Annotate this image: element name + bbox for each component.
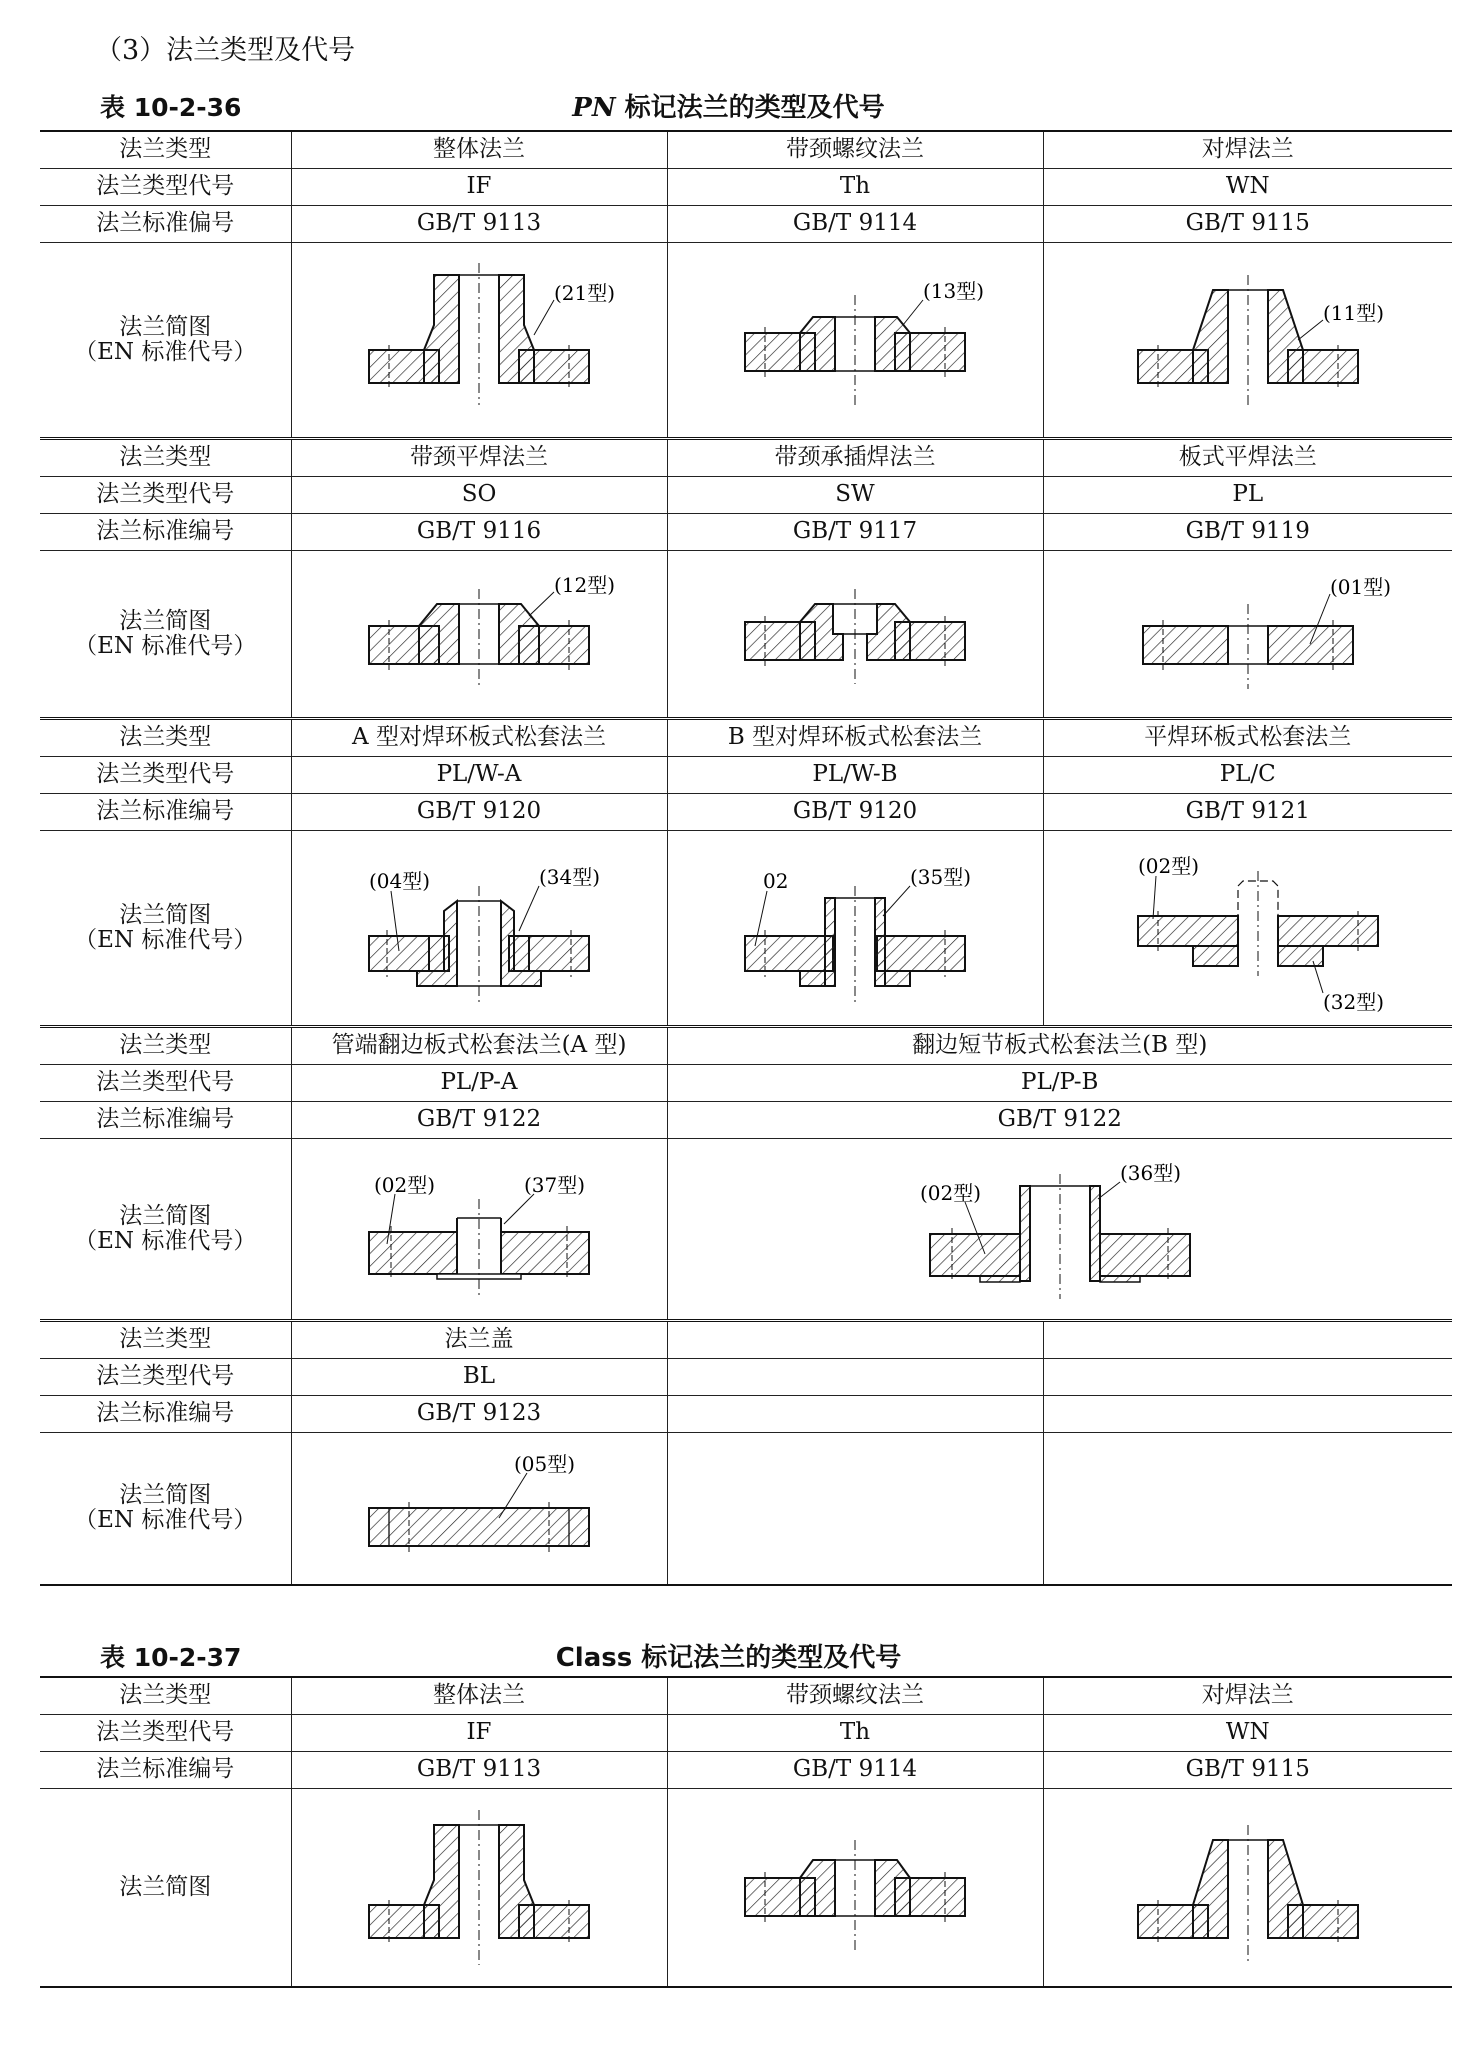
table-row (40, 131, 1452, 169)
code-cell: PL/P-B (667, 1065, 1452, 1102)
type-cell: 管端翻边板式松套法兰(A 型) (291, 1027, 667, 1065)
flange-drawing-threaded (705, 1800, 1005, 1975)
fig-cell (291, 1433, 667, 1585)
label-std: 法兰标准编号 (40, 1396, 291, 1433)
table-row (40, 1359, 1452, 1396)
annotation: (35型) (910, 864, 972, 889)
code-cell: WN (1043, 1715, 1452, 1752)
label-std: 法兰标准编号 (40, 514, 291, 551)
label-type: 法兰类型 (40, 131, 291, 169)
empty-cell (667, 1396, 1043, 1433)
table-row (40, 1065, 1452, 1102)
type-cell: 板式平焊法兰 (1043, 439, 1452, 477)
table1-title-prefix: PN (572, 93, 616, 123)
code-cell: PL/C (1043, 757, 1452, 794)
fig-cell (667, 243, 1043, 439)
table1-number: 表 10-2-36 (100, 93, 242, 122)
annotation: (01型) (1329, 575, 1391, 599)
fig-cell (291, 551, 667, 719)
std-cell: GB/T 9113 (291, 1752, 667, 1789)
table-row (40, 1139, 1452, 1321)
label-type: 法兰类型 (40, 719, 291, 757)
fig-cell (291, 831, 667, 1027)
flange-drawing-stub-end-lap (910, 1154, 1210, 1304)
flange-drawing-pipe-end-lap (329, 1154, 629, 1304)
label-fig: 法兰简图 （EN 标准代号） (40, 831, 291, 1027)
label-fig: 法兰简图 （EN 标准代号） (40, 1139, 291, 1321)
type-cell: 法兰盖 (291, 1321, 667, 1359)
code-cell: PL/W-B (667, 757, 1043, 794)
label-type: 法兰类型 (40, 1677, 291, 1715)
table-row (40, 206, 1452, 243)
label-fig: 法兰简图 （EN 标准代号） (40, 243, 291, 439)
annotation: (11型) (1322, 301, 1384, 325)
type-cell: 带颈螺纹法兰 (667, 1677, 1043, 1715)
empty-cell (1043, 1359, 1452, 1396)
flange-drawing-slip-on (329, 564, 629, 704)
table-row (40, 831, 1452, 1027)
label-code: 法兰类型代号 (40, 1715, 291, 1752)
annotation: (36型) (1119, 1161, 1181, 1185)
type-cell: 带颈承插焊法兰 (667, 439, 1043, 477)
label-std: 法兰标准编号 (40, 794, 291, 831)
fig-cell (1043, 551, 1452, 719)
table1-title (0, 87, 1457, 124)
annotation: 02 (763, 868, 789, 893)
std-cell: GB/T 9119 (1043, 514, 1452, 551)
annotation: (05型) (514, 1452, 576, 1477)
fig-cell (667, 1139, 1452, 1321)
annotation: (34型) (539, 864, 601, 889)
label-std: 法兰标准偏号 (40, 206, 291, 243)
code-cell: SW (667, 477, 1043, 514)
annotation: (12型) (554, 573, 616, 597)
fig-cell (291, 243, 667, 439)
type-cell: 带颈平焊法兰 (291, 439, 667, 477)
fig-cell (667, 1789, 1043, 1987)
label-code: 法兰类型代号 (40, 169, 291, 206)
type-cell: A 型对焊环板式松套法兰 (291, 719, 667, 757)
annotation: (37型) (524, 1173, 586, 1197)
fig-cell (1043, 1789, 1452, 1987)
code-cell: IF (291, 1715, 667, 1752)
table-row (40, 243, 1452, 439)
type-cell: 平焊环板式松套法兰 (1043, 719, 1452, 757)
code-cell: BL (291, 1359, 667, 1396)
table1-title-suffix: 标记法兰的类型及代号 (615, 93, 885, 123)
fig-cell (291, 1789, 667, 1987)
flange-drawing-integral (329, 1800, 629, 1975)
label-fig: 法兰简图 （EN 标准代号） (40, 1433, 291, 1585)
label-type: 法兰类型 (40, 1321, 291, 1359)
annotation: (13型) (923, 279, 985, 303)
type-cell: 整体法兰 (291, 131, 667, 169)
annotation: (21型) (554, 281, 616, 305)
annotation: (32型) (1322, 989, 1384, 1014)
table-row (40, 477, 1452, 514)
code-cell: WN (1043, 169, 1452, 206)
flange-drawing-weld-neck (1098, 255, 1398, 425)
code-cell: PL (1043, 477, 1452, 514)
flange-drawing-weld-neck (1098, 1800, 1398, 1975)
section-heading: （3）法兰类型及代号 (95, 35, 356, 66)
table-row (40, 439, 1452, 477)
fig-cell (291, 1139, 667, 1321)
code-cell: PL/W-A (291, 757, 667, 794)
std-cell: GB/T 9116 (291, 514, 667, 551)
std-cell: GB/T 9113 (291, 206, 667, 243)
table-row (40, 1027, 1452, 1065)
table-row (40, 1752, 1452, 1789)
flange-drawing-threaded (705, 255, 1005, 425)
table-row (40, 169, 1452, 206)
code-cell: IF (291, 169, 667, 206)
flange-drawing-plate (1098, 564, 1398, 704)
table-row (40, 1321, 1452, 1359)
empty-cell (667, 1321, 1043, 1359)
code-cell: SO (291, 477, 667, 514)
std-cell: GB/T 9114 (667, 1752, 1043, 1789)
std-cell: GB/T 9115 (1043, 206, 1452, 243)
std-cell: GB/T 9121 (1043, 794, 1452, 831)
table-row (40, 757, 1452, 794)
label-code: 法兰类型代号 (40, 1065, 291, 1102)
annotation: (02型) (919, 1181, 981, 1205)
std-cell: GB/T 9115 (1043, 1752, 1452, 1789)
table-row (40, 1677, 1452, 1715)
table2-title-prefix: Class (555, 1643, 633, 1673)
label-type: 法兰类型 (40, 439, 291, 477)
fig-cell (1043, 243, 1452, 439)
fig-cell (1043, 831, 1452, 1027)
code-cell: Th (667, 1715, 1043, 1752)
table-row (40, 1715, 1452, 1752)
table-row (40, 1789, 1452, 1987)
flange-drawing-lap-joint-c (1098, 841, 1398, 1016)
flange-drawing-blind (329, 1443, 629, 1573)
table2-number: 表 10-2-37 (100, 1643, 242, 1672)
annotation: (04型) (369, 868, 431, 893)
std-cell: GB/T 9114 (667, 206, 1043, 243)
empty-cell (1043, 1396, 1452, 1433)
table-row (40, 794, 1452, 831)
empty-cell (1043, 1433, 1452, 1585)
std-cell: GB/T 9117 (667, 514, 1043, 551)
code-cell: Th (667, 169, 1043, 206)
code-cell: PL/P-A (291, 1065, 667, 1102)
label-type: 法兰类型 (40, 1027, 291, 1065)
type-cell: 对焊法兰 (1043, 131, 1452, 169)
label-std: 法兰标准编号 (40, 1102, 291, 1139)
std-cell: GB/T 9120 (667, 794, 1043, 831)
table-row (40, 1396, 1452, 1433)
table1 (40, 130, 1452, 1586)
label-std: 法兰标准编号 (40, 1752, 291, 1789)
type-cell: 带颈螺纹法兰 (667, 131, 1043, 169)
flange-drawing-socket-weld (705, 564, 1005, 704)
label-fig: 法兰简图 （EN 标准代号） (40, 551, 291, 719)
fig-cell (667, 831, 1043, 1027)
label-code: 法兰类型代号 (40, 477, 291, 514)
table-row (40, 551, 1452, 719)
table-row (40, 514, 1452, 551)
label-code: 法兰类型代号 (40, 757, 291, 794)
flange-drawing-lap-joint-b (705, 846, 1005, 1011)
table-row (40, 1433, 1452, 1585)
empty-cell (667, 1359, 1043, 1396)
empty-cell (667, 1433, 1043, 1585)
type-cell: 翻边短节板式松套法兰(B 型) (667, 1027, 1452, 1065)
std-cell: GB/T 9120 (291, 794, 667, 831)
fig-cell (667, 551, 1043, 719)
label-fig: 法兰简图 (40, 1789, 291, 1987)
type-cell: 整体法兰 (291, 1677, 667, 1715)
annotation: (02型) (1137, 853, 1199, 878)
table-row (40, 719, 1452, 757)
empty-cell (1043, 1321, 1452, 1359)
table-row (40, 1102, 1452, 1139)
std-cell: GB/T 9123 (291, 1396, 667, 1433)
table2 (40, 1676, 1452, 1988)
std-cell: GB/T 9122 (667, 1102, 1452, 1139)
label-code: 法兰类型代号 (40, 1359, 291, 1396)
annotation: (02型) (374, 1173, 436, 1197)
flange-drawing-lap-joint-a (329, 846, 629, 1011)
table2-title (0, 1637, 1457, 1674)
table2-title-suffix: 标记法兰的类型及代号 (632, 1643, 902, 1673)
type-cell: 对焊法兰 (1043, 1677, 1452, 1715)
type-cell: B 型对焊环板式松套法兰 (667, 719, 1043, 757)
std-cell: GB/T 9122 (291, 1102, 667, 1139)
flange-drawing-integral (329, 255, 629, 425)
